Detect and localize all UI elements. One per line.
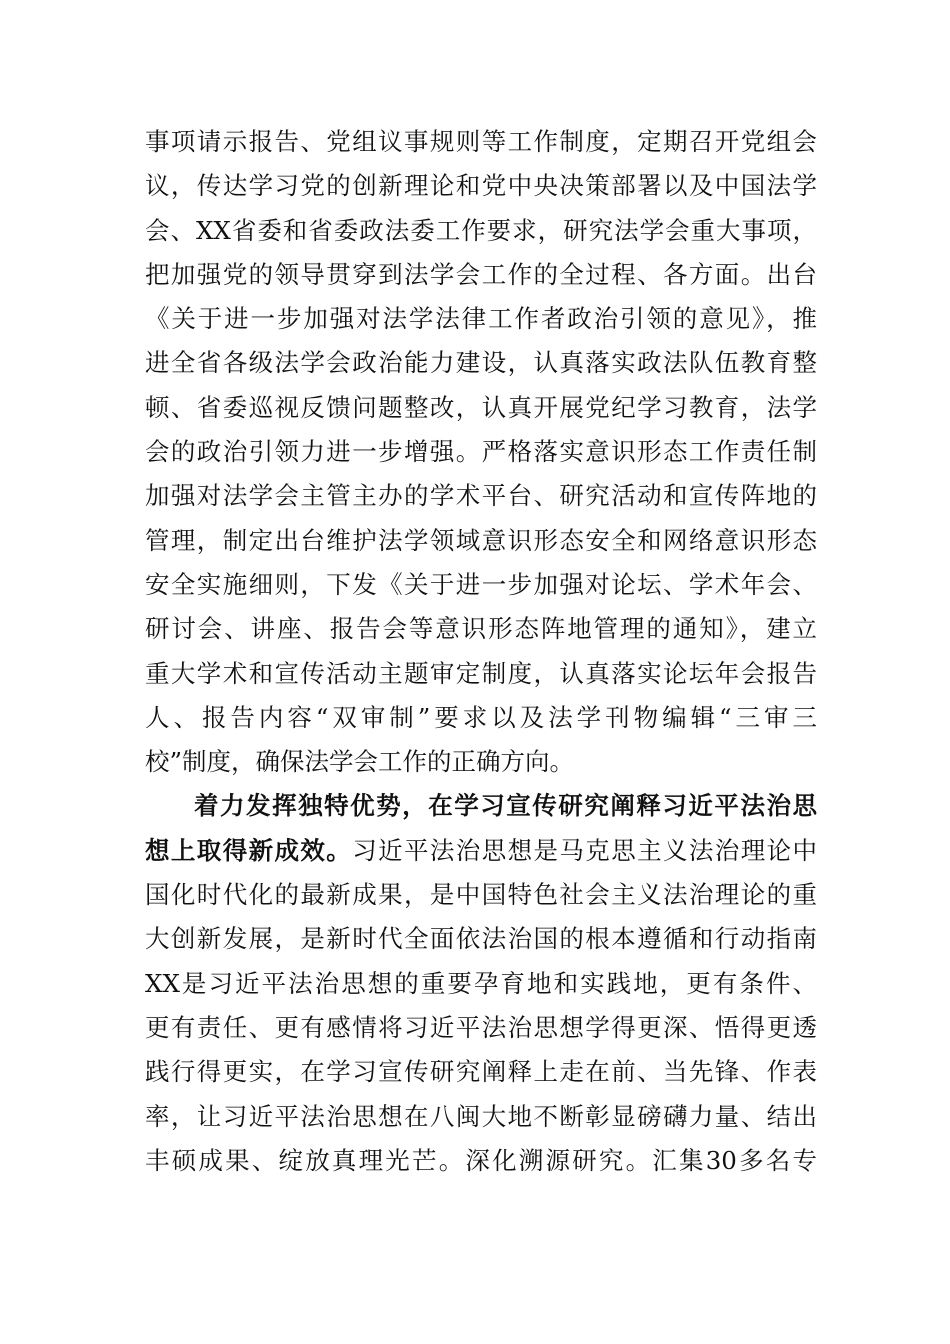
paragraph1-line-5: 《关于进一步加强对法学法律工作者政治引领的意见》，推 — [145, 304, 817, 334]
document-body — [145, 120, 817, 1183]
paragraph1-line-7: 顿、省委巡视反馈问题整改，认真开展党纪学习教育，法学 — [145, 392, 817, 422]
paragraph2-line-7: 践行得更实，在学习宣传研究阐释上走在前、当先锋、作表 — [145, 1057, 817, 1087]
paragraph1-line-15: 校”制度，确保法学会工作的正确方向。 — [145, 747, 575, 777]
paragraph1-line-6: 进全省各级法学会政治能力建设，认真落实政法队伍教育整 — [145, 348, 817, 378]
paragraph1-line-13: 重大学术和宣传活动主题审定制度，认真落实论坛年会报告 — [145, 658, 817, 688]
paragraph1-line-2: 议，传达学习党的创新理论和党中央决策部署以及中国法学 — [145, 171, 817, 201]
paragraph1-line-3: 会、XX省委和省委政法委工作要求，研究法学会重大事项， — [145, 215, 817, 245]
paragraph1-line-4: 把加强党的领导贯穿到法学会工作的全过程、各方面。出台 — [145, 259, 817, 289]
paragraph2-line-6: 更有责任、更有感情将习近平法治思想学得更深、悟得更透 — [145, 1012, 817, 1042]
paragraph1-line-12: 研讨会、讲座、报告会等意识形态阵地管理的通知》，建立 — [145, 614, 817, 644]
paragraph2-heading-end: 想上取得新成效。 — [145, 835, 353, 865]
paragraph1-line-10: 管理，制定出台维护法学领域意识形态安全和网络意识形态 — [145, 525, 817, 555]
paragraph1-line-11: 安全实施细则，下发《关于进一步加强对论坛、学术年会、 — [145, 569, 817, 599]
paragraph2-line-8: 率，让习近平法治思想在八闽大地不断彰显磅礴力量、结出 — [145, 1101, 817, 1131]
paragraph2-line-3: 国化时代化的最新成果，是中国特色社会主义法治理论的重 — [145, 880, 817, 910]
paragraph2-line-9: 丰硕成果、绽放真理光芒。深化溯源研究。汇集30多名专 — [145, 1145, 817, 1175]
paragraph2-line-5: XX是习近平法治思想的重要孕育地和实践地，更有条件、 — [145, 968, 817, 998]
paragraph1-line-9: 加强对法学会主管主办的学术平台、研究活动和宣传阵地的 — [145, 481, 817, 511]
paragraph2-line-2 — [145, 829, 817, 873]
paragraph2-line-4: 大创新发展，是新时代全面依法治国的根本遵循和行动指南 — [145, 924, 817, 954]
paragraph2-line-2-text: 习近平法治思想是马克思主义法治理论中 — [352, 835, 818, 865]
paragraph1-line-14: 人、报告内容“双审制”要求以及法学刊物编辑“三审三 — [145, 702, 817, 732]
paragraph2-heading-line: 着力发挥独特优势，在学习宣传研究阐释习近平法治思 — [194, 791, 817, 821]
paragraph1-line-1: 事项请示报告、党组议事规则等工作制度，定期召开党组会 — [145, 127, 817, 156]
paragraph1-line-8: 会的政治引领力进一步增强。严格落实意识形态工作责任制 — [145, 437, 817, 467]
